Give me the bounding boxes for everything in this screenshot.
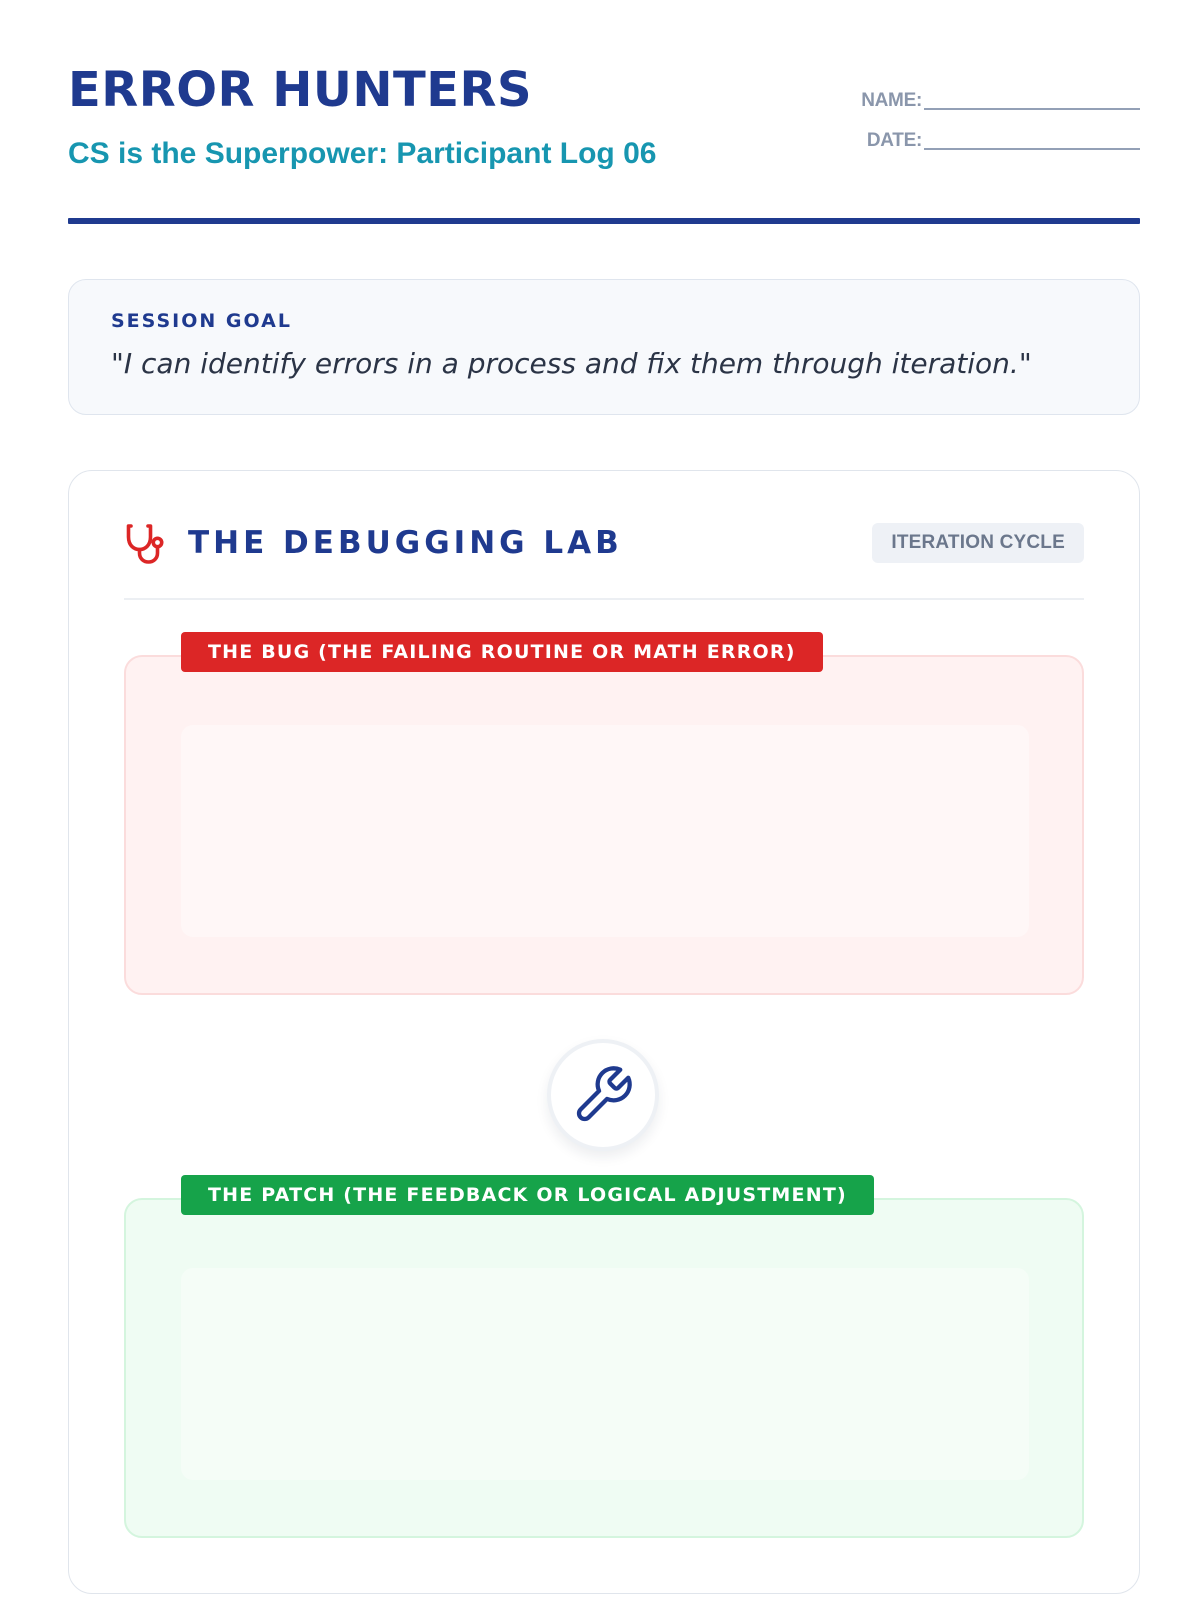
date-label: DATE: (866, 130, 922, 151)
lab-header-divider (124, 598, 1084, 600)
name-blank-line[interactable] (924, 108, 1140, 110)
date-blank-line[interactable] (924, 148, 1140, 150)
lab-title: THE DEBUGGING LAB (188, 525, 623, 561)
patch-writing-area[interactable] (181, 1268, 1029, 1480)
date-field[interactable] (867, 130, 1140, 152)
name-field[interactable] (861, 90, 1140, 112)
page-subtitle: CS is the Superpower: Participant Log 06 (68, 137, 657, 170)
iteration-cycle-badge: ITERATION CYCLE (872, 523, 1084, 563)
stethoscope-icon (124, 520, 170, 566)
wrench-badge (547, 1039, 659, 1151)
bug-section-label: THE BUG (THE FAILING ROUTINE OR MATH ERROR) (181, 632, 823, 672)
session-goal-label: SESSION GOAL (111, 310, 292, 332)
wrench-icon (571, 1063, 635, 1127)
patch-section (124, 1184, 1084, 1538)
header-divider (68, 218, 1140, 224)
patch-section-label: THE PATCH (THE FEEDBACK OR LOGICAL ADJUSTMENT) (181, 1175, 874, 1215)
session-goal-text: "I can identify errors in a process and fix them through iteration." (111, 347, 1032, 380)
session-goal-box (68, 279, 1140, 415)
name-label: NAME: (861, 90, 922, 111)
page-title: ERROR HUNTERS (68, 62, 533, 118)
bug-section (124, 641, 1084, 995)
debugging-lab-card (68, 470, 1140, 1594)
lab-header (124, 517, 1084, 569)
bug-writing-area[interactable] (181, 725, 1029, 937)
